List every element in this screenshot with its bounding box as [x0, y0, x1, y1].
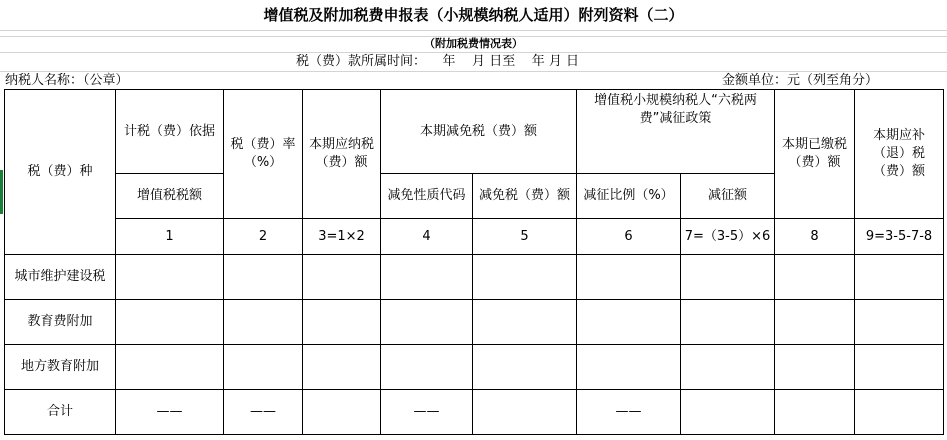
taxpayer-name-label: 纳税人名称：（公章）	[5, 73, 129, 88]
input-cell[interactable]	[855, 345, 944, 390]
input-cell[interactable]	[577, 345, 681, 390]
header-refund: 本期应补（退）税（费）额	[855, 90, 944, 219]
header-basis: 计税（费）依据	[116, 90, 224, 174]
input-cell[interactable]	[577, 300, 681, 345]
input-cell[interactable]	[381, 255, 473, 300]
header-reduction-ratio: 减征比例（%）	[577, 174, 681, 219]
form-subtitle: （附加税费情况表）	[424, 37, 523, 50]
header-reduction-code: 减免性质代码	[381, 174, 473, 219]
col-number: 3=1×2	[303, 219, 381, 255]
sheet-gridline	[0, 30, 947, 31]
col-number: 1	[116, 219, 224, 255]
table-row	[5, 255, 944, 300]
input-cell[interactable]	[681, 255, 775, 300]
form-title: 增值税及附加税费申报表（小规模纳税人适用）附列资料（二）	[263, 6, 684, 24]
header-reduction-sum: 减征额	[681, 174, 775, 219]
table-row	[5, 345, 944, 390]
input-cell[interactable]	[775, 255, 855, 300]
input-cell[interactable]	[681, 300, 775, 345]
input-cell[interactable]	[381, 345, 473, 390]
input-cell[interactable]	[116, 300, 224, 345]
header-rate: 税（费）率（%）	[224, 90, 303, 219]
dash-cell: ——	[224, 390, 303, 435]
row-label-total: 合计	[5, 390, 116, 435]
header-paid: 本期已缴税（费）额	[775, 90, 855, 219]
dash-cell: ——	[577, 390, 681, 435]
row-label-education-surcharge: 教育费附加	[5, 300, 116, 345]
input-cell[interactable]	[116, 255, 224, 300]
col-number: 2	[224, 219, 303, 255]
input-cell[interactable]	[855, 300, 944, 345]
input-cell[interactable]	[303, 345, 381, 390]
row-label-local-education-surcharge: 地方教育附加	[5, 345, 116, 390]
amount-unit-label: 金额单位：元（列至角分）	[722, 73, 879, 88]
dash-cell: ——	[116, 390, 224, 435]
input-cell[interactable]	[681, 345, 775, 390]
input-cell[interactable]	[224, 345, 303, 390]
input-cell[interactable]	[473, 390, 577, 435]
input-cell[interactable]	[577, 255, 681, 300]
input-cell[interactable]	[303, 255, 381, 300]
header-vat-amount: 增值税税额	[116, 174, 224, 219]
tax-period: 税（费）款所属时间： 年 月 日至 年 月 日	[296, 54, 579, 69]
dash-cell: ——	[381, 390, 473, 435]
col-number: 5	[473, 219, 577, 255]
input-cell[interactable]	[775, 345, 855, 390]
input-cell[interactable]	[381, 300, 473, 345]
col-number: 8	[775, 219, 855, 255]
header-current-payable: 本期应纳税（费）额	[303, 90, 381, 219]
input-cell[interactable]	[303, 300, 381, 345]
input-cell[interactable]	[224, 255, 303, 300]
header-tax-type: 税（费）种	[5, 90, 116, 255]
input-cell[interactable]	[775, 300, 855, 345]
total-row	[5, 390, 944, 435]
active-row-marker	[0, 170, 3, 214]
input-cell[interactable]	[473, 345, 577, 390]
input-cell[interactable]	[303, 390, 381, 435]
col-number: 4	[381, 219, 473, 255]
header-reduction: 本期减免税（费）额	[381, 90, 577, 174]
input-cell[interactable]	[473, 300, 577, 345]
header-six-taxes-policy: 增值税小规模纳税人“六税两费”减征政策	[577, 90, 775, 174]
col-number: 7=（3-5）×6	[681, 219, 775, 255]
input-cell[interactable]	[116, 345, 224, 390]
col-number: 6	[577, 219, 681, 255]
input-cell[interactable]	[855, 390, 944, 435]
col-number: 9=3-5-7-8	[855, 219, 944, 255]
input-cell[interactable]	[681, 390, 775, 435]
input-cell[interactable]	[224, 300, 303, 345]
input-cell[interactable]	[473, 255, 577, 300]
table-row	[5, 300, 944, 345]
input-cell[interactable]	[775, 390, 855, 435]
surcharge-table	[4, 89, 944, 435]
row-label-urban-maintenance-tax: 城市维护建设税	[5, 255, 116, 300]
input-cell[interactable]	[855, 255, 944, 300]
header-reduction-amount: 减免税（费）额	[473, 174, 577, 219]
